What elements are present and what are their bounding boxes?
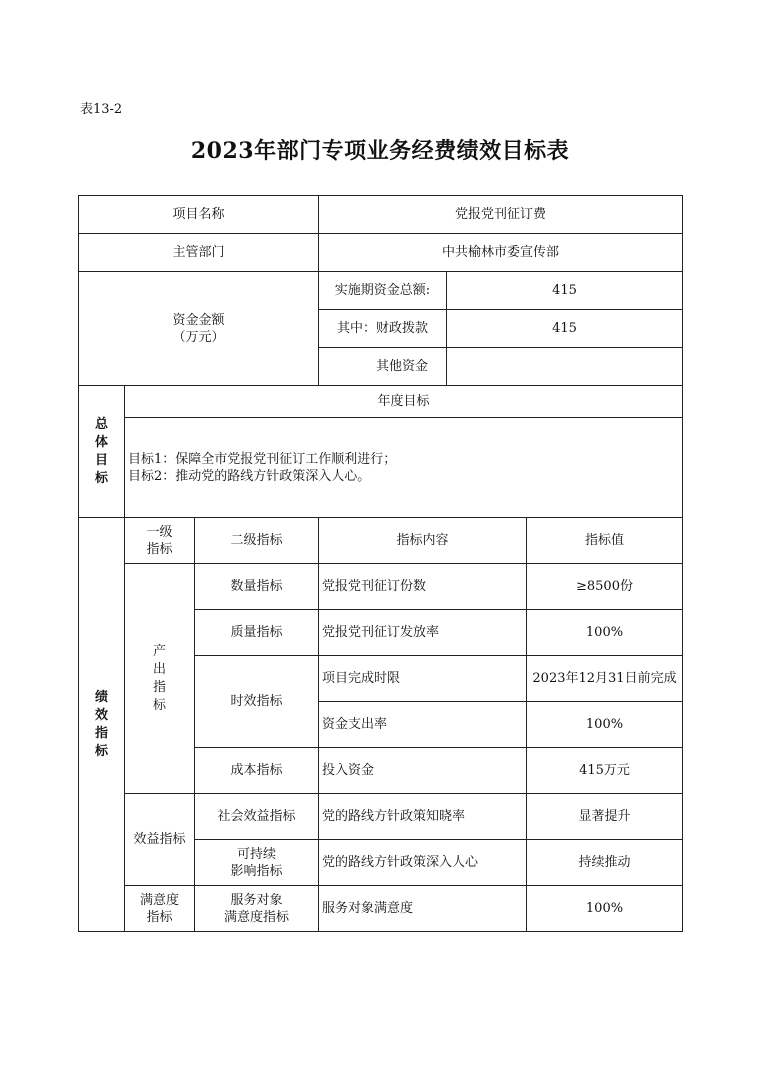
satisfaction-level2-line2: 满意度指标 [223, 909, 289, 925]
funds-total-row [79, 272, 683, 310]
satisfaction-row [79, 886, 683, 932]
annual-target-content [125, 418, 683, 518]
department-value: 中共榆林市委宣传部 [319, 234, 683, 272]
cost-content: 投入资金 [319, 748, 527, 794]
satisfaction-level2-line1: 服务对象 [230, 892, 283, 908]
annual-target-header-row [79, 386, 683, 418]
sustain-level2-line2: 影响指标 [230, 863, 283, 879]
project-value: 党报党刊征订费 [319, 196, 683, 234]
benefit-indicator-label: 效益指标 [125, 794, 195, 886]
funds-label [79, 272, 319, 386]
goal-2: 目标2：推动党的路线方针政策深入人心。 [128, 468, 371, 484]
sustain-content: 党的路线方针政策深入人心 [319, 840, 527, 886]
timeliness-value: 2023年12月31日前完成 [527, 656, 683, 702]
expenditure-content: 资金支出率 [319, 702, 527, 748]
social-content: 党的路线方针政策知晓率 [319, 794, 527, 840]
cost-value: 415万元 [527, 748, 683, 794]
funds-fiscal-label: 其中：财政拨款 [319, 310, 447, 348]
page-title: 2023年部门专项业务经费绩效目标表 [190, 138, 570, 164]
timeliness-level2: 时效指标 [195, 656, 319, 748]
performance-target-table [78, 195, 683, 932]
output-indicator-label [125, 564, 195, 794]
header-level1-line1: 一级 [146, 524, 173, 540]
expenditure-value: 100% [527, 702, 683, 748]
department-row [79, 234, 683, 272]
header-level1 [125, 518, 195, 564]
header-level1-line2: 指标 [146, 541, 173, 557]
overall-target-label-text: 总体目标 [95, 416, 109, 486]
funds-other-label: 其他资金 [319, 348, 447, 386]
annual-target-label: 年度目标 [125, 386, 683, 418]
annual-target-content-row [79, 418, 683, 518]
funds-total-label: 实施期资金总额: [319, 272, 447, 310]
quality-value: 100% [527, 610, 683, 656]
quantity-row [79, 564, 683, 610]
satisfaction-value: 100% [527, 886, 683, 932]
sustain-level2 [195, 840, 319, 886]
funds-fiscal-value: 415 [447, 310, 683, 348]
funds-total-value: 415 [447, 272, 683, 310]
social-level2: 社会效益指标 [195, 794, 319, 840]
satisfaction-level1-line1: 满意度 [139, 892, 179, 908]
table-number: 表13-2 [80, 102, 123, 117]
quantity-content: 党报党刊征订份数 [319, 564, 527, 610]
quality-level2: 质量指标 [195, 610, 319, 656]
funds-other-value [447, 348, 683, 386]
project-label: 项目名称 [79, 196, 319, 234]
satisfaction-content: 服务对象满意度 [319, 886, 527, 932]
header-level2: 二级指标 [195, 518, 319, 564]
header-value: 指标值 [527, 518, 683, 564]
sustain-value: 持续推动 [527, 840, 683, 886]
cost-level2: 成本指标 [195, 748, 319, 794]
social-benefit-row [79, 794, 683, 840]
satisfaction-level2 [195, 886, 319, 932]
quantity-value: ≥8500份 [527, 564, 683, 610]
goal-1: 目标1：保障全市党报党刊征订工作顺利进行； [128, 451, 397, 467]
indicator-header-row [79, 518, 683, 564]
funds-label-line2: （万元） [172, 329, 225, 345]
department-label: 主管部门 [79, 234, 319, 272]
quantity-level2: 数量指标 [195, 564, 319, 610]
satisfaction-level1-line2: 指标 [146, 909, 173, 925]
performance-indicator-label [79, 518, 125, 932]
output-indicator-label-text: 产出指标 [153, 643, 167, 713]
performance-indicator-label-text: 绩效指标 [95, 689, 109, 759]
project-row [79, 196, 683, 234]
social-value: 显著提升 [527, 794, 683, 840]
timeliness-content: 项目完成时限 [319, 656, 527, 702]
sustain-level2-line1: 可持续 [236, 846, 276, 862]
funds-label-line1: 资金金额 [172, 312, 225, 328]
quality-content: 党报党刊征订发放率 [319, 610, 527, 656]
header-content: 指标内容 [319, 518, 527, 564]
satisfaction-level1 [125, 886, 195, 932]
overall-target-label [79, 386, 125, 518]
